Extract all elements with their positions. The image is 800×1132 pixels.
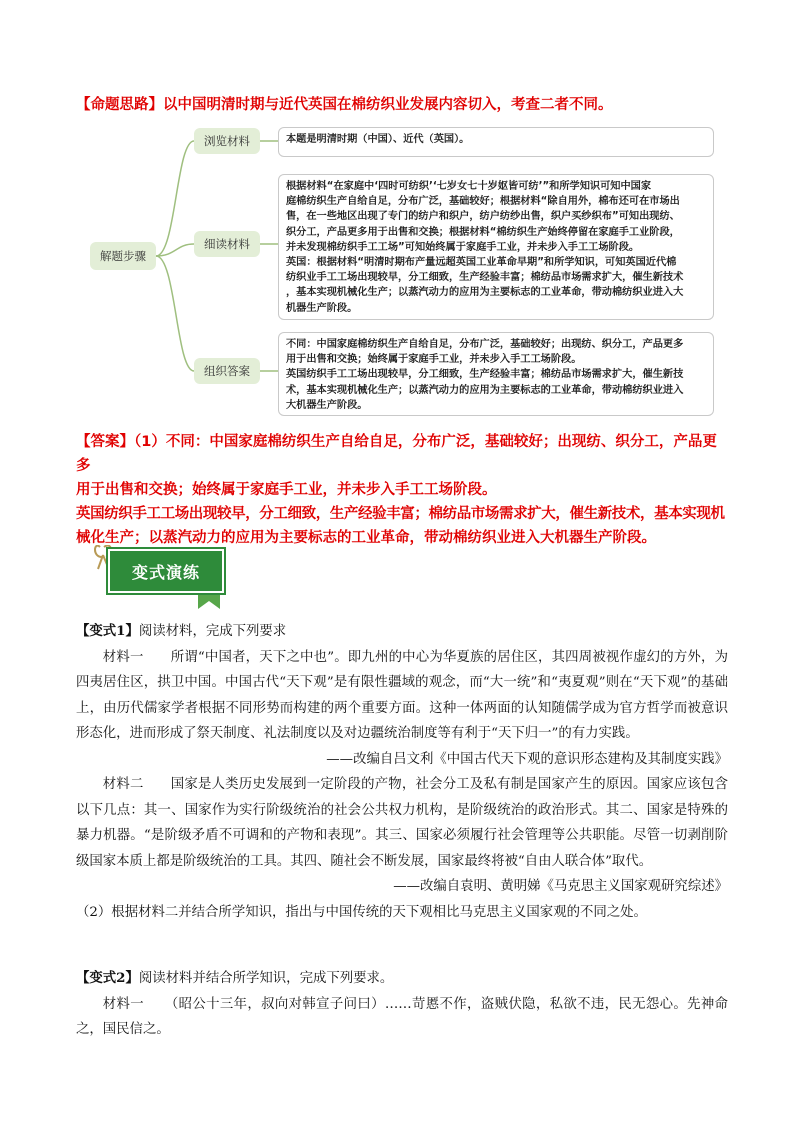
variant1-source2: ——改编自袁明、黄明娣《马克思主义国家观研究综述》 — [393, 879, 728, 894]
organize-line: 不同：中国家庭棉纺织生产自给自足，分布广泛，基础较好；出现纺、织分工，产品更多 — [286, 339, 684, 350]
variant2-intro: 阅读材料并结合所学知识，完成下列要求。 — [138, 971, 394, 986]
answer-line: 用于出售和交换；始终属于家庭手工业，并未步入手工工场阶段。 — [76, 482, 497, 498]
variant1-question: （2）根据材料二并结合所学知识，指出与中国传统的天下观相比马克思主义国家观的不同之处。 — [76, 904, 647, 920]
banner-title: 变式演练 — [108, 549, 224, 593]
read-line: 售，在一些地区出现了专门的纺户和织户，纺户纺纱出售，织户买纱织布”可知出现纺、 — [286, 211, 680, 223]
answer-line: （1）不同：中国家庭棉纺织生产自给自足，分布广泛，基础较好；出现纺、织分工，产品更多 — [76, 434, 717, 474]
organize-line: 用于出售和交换；始终属于家庭手工业，并未步入手工工场阶段。 — [286, 354, 582, 366]
step-organize: 组织答案 — [194, 358, 260, 384]
variant2-block — [76, 966, 728, 1043]
variant1-intro: 阅读材料，完成下列要求 — [138, 624, 287, 639]
read-line: 庭棉纺织生产自给自足，分布广泛，基础较好；根据材料“除自用外，棉布还可在市场出 — [286, 196, 680, 208]
section-banner — [94, 545, 234, 611]
read-line: 机器生产阶段。 — [286, 302, 358, 314]
read-line: 英国：根据材料“明清时期布产量远超英国工业革命早期”和所学知识，可知英国近代棉 — [286, 257, 677, 269]
solution-mindmap — [86, 118, 736, 423]
variant2-label: 【变式2】 — [76, 970, 139, 986]
idea-line — [76, 95, 736, 115]
read-line: 根据材料“在家庭中‘四时可纺织’‘七岁女七十岁妪皆可纺’”和所学知识可知中国家 — [286, 181, 652, 192]
variant1-material1: 材料一 所谓“中国者，天下之中也”。即九州的中心为华夏族的居住区，其四周被视作虚幻的方外，为四夷居住区，拱卫中国。中国古代“天下观”是有限性疆域的观念，而“大一统”和“夷夏观”则在“天下观”的基础上，由历代儒家学者根据不同形势而构建的两个重要方面。这种一体两面的认知随儒学成为官方哲学而被意识形态化，进而形成了祭天制度、礼法制度以及对边疆统治制度等有利于“天下归一”的有力实践。 — [76, 649, 728, 741]
organize-line: 大机器生产阶段。 — [286, 399, 368, 411]
variant1-material2: 材料二 国家是人类历史发展到一定阶段的产物，社会分工及私有制是国家产生的原因。国家应该包含以下几点：其一、国家作为实行阶级统治的社会公共权力机构，是阶级统治的政治形式。其二、国家是特殊的暴力机器。“是阶级矛盾不可调和的产物和表现”。其三、国家必须履行社会管理等公共职能。尽管一切剥削阶级国家本质上都是阶级统治的工具。其四、随社会不断发展，国家最终将被“自由人联合体”取代。 — [76, 777, 728, 869]
organize-line: 英国纺织手工工场出现较早，分工细致，生产经验丰富；棉纺品市场需求扩大，催生新技 — [286, 369, 684, 381]
read-box — [278, 174, 714, 320]
variant2-material1: 材料一 （昭公十三年，叔向对韩宣子问曰）……苛慝不作，盗贼伏隐，私欲不违，民无怨心。先神命之，国民信之。 — [76, 996, 728, 1037]
read-line: 织分工，产品更多用于出售和交换；根据材料“棉纺织生产始终停留在家庭手工业阶段， — [286, 226, 680, 238]
read-line: 纺织业手工工场出现较早，分工细致，生产经验丰富；棉纺品市场需求扩大，催生新技术 — [286, 272, 684, 284]
step-read: 细读材料 — [194, 231, 260, 257]
idea-label: 【命题思路】 — [76, 97, 163, 113]
read-line: 并未发现棉纺织手工工场”可知始终属于家庭手工业，并未步入手工工场阶段。 — [286, 241, 640, 253]
browse-box — [278, 127, 714, 157]
variant1-source1: ——改编自吕文利《中国古代天下观的意识形态建构及其制度实践》 — [326, 751, 728, 767]
variant1-label: 【变式1】 — [76, 623, 139, 639]
step-browse: 浏览材料 — [194, 128, 260, 154]
answer-line: 械化生产；以蒸汽动力的应用为主要标志的工业革命，带动棉纺织业进入大机器生产阶段。 — [76, 530, 656, 546]
read-line: ，基本实现机械化生产；以蒸汽动力的应用为主要标志的工业革命，带动棉纺织业进入大 — [286, 287, 684, 299]
answer-block — [76, 430, 728, 550]
variant1-block — [76, 619, 728, 925]
browse-line: 本题是明清时期（中国）、近代（英国）。 — [286, 134, 470, 145]
organize-line: 术，基本实现机械化生产；以蒸汽动力的应用为主要标志的工业革命，带动棉纺织业进入 — [286, 384, 684, 396]
mindmap-root: 解题步骤 — [90, 242, 156, 270]
answer-label: 【答案】 — [76, 434, 134, 450]
answer-line: 英国纺织手工工场出现较早，分工细致，生产经验丰富；棉纺品市场需求扩大，催生新技术，基本实现机 — [76, 506, 725, 522]
organize-box — [278, 332, 714, 416]
idea-text: 以中国明清时期与近代英国在棉纺织业发展内容切入，考查二者不同。 — [163, 97, 613, 113]
